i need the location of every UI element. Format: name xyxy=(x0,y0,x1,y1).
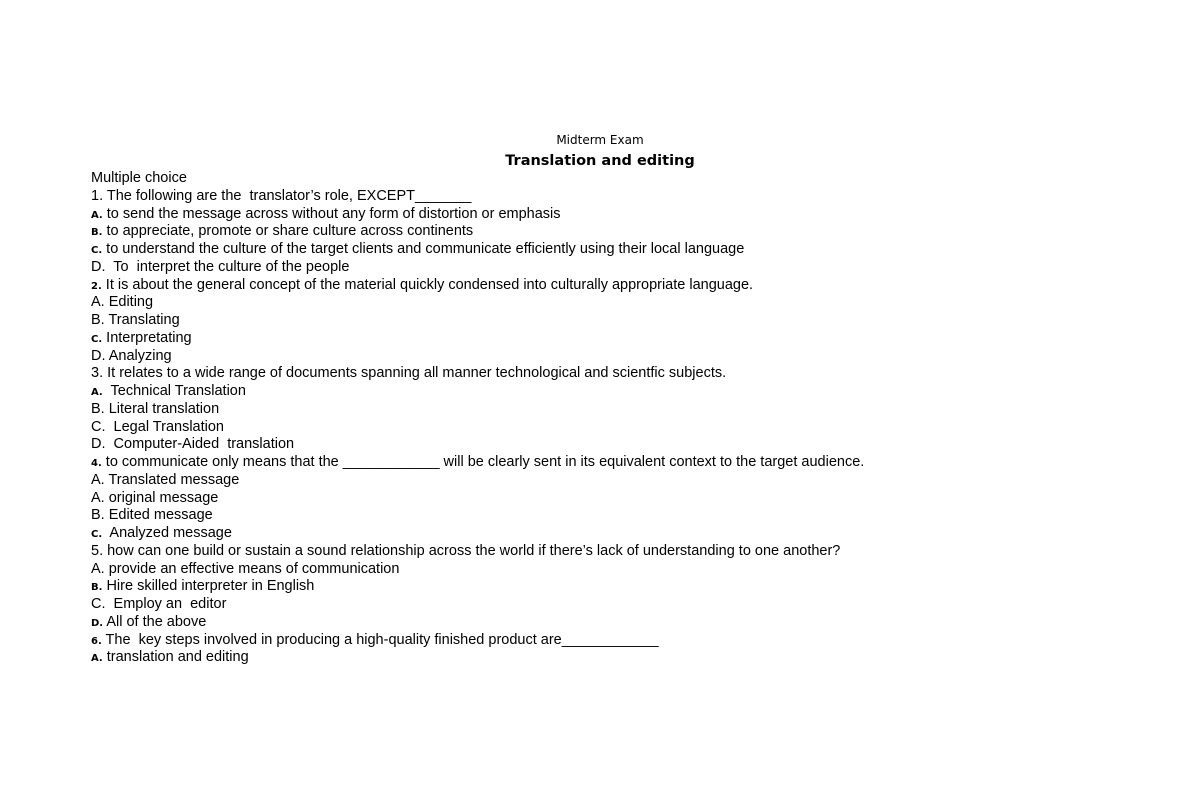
line-text: A. provide an effective means of communication xyxy=(91,560,400,577)
text-line xyxy=(91,223,864,241)
line-text: B. Literal translation xyxy=(91,400,220,417)
option-marker: C. xyxy=(91,529,103,540)
line-text: C. Employ an editor xyxy=(91,596,227,612)
question-list xyxy=(91,170,864,667)
text-line xyxy=(91,436,864,454)
text-line xyxy=(91,525,864,543)
line-text: translation and editing xyxy=(102,649,249,666)
line-text: Technical Translation xyxy=(102,383,246,399)
line-text: A. Editing xyxy=(91,294,154,311)
line-text: D. Computer-Aided translation xyxy=(91,436,295,453)
text-line xyxy=(91,294,864,312)
text-line xyxy=(91,330,864,348)
option-marker: D. xyxy=(91,617,104,629)
line-text: All of the above xyxy=(103,613,207,630)
text-line xyxy=(91,312,864,330)
text-line xyxy=(91,649,864,667)
option-marker: B. xyxy=(91,227,103,239)
text-line xyxy=(91,383,864,401)
line-text: Hire skilled interpreter in English xyxy=(102,578,315,595)
option-marker: A. xyxy=(91,209,103,221)
option-marker: 6. xyxy=(91,635,102,647)
text-line xyxy=(91,632,864,650)
text-line xyxy=(91,188,864,206)
text-line xyxy=(91,241,864,259)
line-text: 5. how can one build or sustain a sound relationship across the world if there’s lack of understanding to one another? xyxy=(91,542,841,559)
text-line xyxy=(91,596,864,614)
option-marker: A. xyxy=(91,653,103,665)
text-line xyxy=(91,277,864,295)
text-line xyxy=(91,348,864,366)
line-text: Analyzed message xyxy=(102,525,232,541)
text-line xyxy=(91,561,864,579)
text-line xyxy=(91,507,864,525)
line-text: C. Legal Translation xyxy=(91,418,224,435)
option-marker: C. xyxy=(91,245,103,256)
line-text: It is about the general concept of the material quickly condensed into culturally appropriate language. xyxy=(101,276,754,293)
text-line xyxy=(91,490,864,508)
line-text: Multiple choice xyxy=(91,170,187,186)
line-text: to communicate only means that the ____________ will be clearly sent in its equivalent context to the target audience. xyxy=(101,454,865,470)
line-text: 1. The following are the translator’s role, EXCEPT_______ xyxy=(91,187,472,204)
exam-subtitle: Midterm Exam xyxy=(556,133,644,147)
line-text: The key steps involved in producing a high-quality finished product are____________ xyxy=(101,631,659,648)
line-text: to send the message across without any form of distortion or emphasis xyxy=(102,205,561,222)
text-line xyxy=(91,578,864,596)
option-marker: 2. xyxy=(91,280,102,292)
line-text: B. Translating xyxy=(91,312,180,328)
line-text: A. original message xyxy=(91,489,219,506)
option-marker: C. xyxy=(91,333,103,345)
text-line xyxy=(91,170,864,188)
text-line xyxy=(91,206,864,224)
text-line xyxy=(91,472,864,490)
text-line xyxy=(91,401,864,419)
text-line xyxy=(91,454,864,472)
line-text: B. Edited message xyxy=(91,507,213,524)
text-line xyxy=(91,614,864,632)
text-line xyxy=(91,419,864,437)
line-text: Interpretating xyxy=(102,329,192,346)
line-text: to appreciate, promote or share culture across continents xyxy=(102,223,474,240)
text-line xyxy=(91,365,864,383)
line-text: D. Analyzing xyxy=(91,347,172,364)
line-text: D. To interpret the culture of the people xyxy=(91,258,350,275)
text-line xyxy=(91,543,864,561)
line-text: to understand the culture of the target clients and communicate efficiently using their local language xyxy=(102,241,745,257)
text-line xyxy=(91,259,864,277)
line-text: 3. It relates to a wide range of documents spanning all manner technological and scientfic subjects. xyxy=(91,365,727,382)
option-marker: 4. xyxy=(91,458,102,469)
option-marker: B. xyxy=(91,582,103,594)
exam-title: Translation and editing xyxy=(505,153,695,169)
option-marker: A. xyxy=(91,387,103,398)
line-text: A. Translated message xyxy=(91,471,240,488)
